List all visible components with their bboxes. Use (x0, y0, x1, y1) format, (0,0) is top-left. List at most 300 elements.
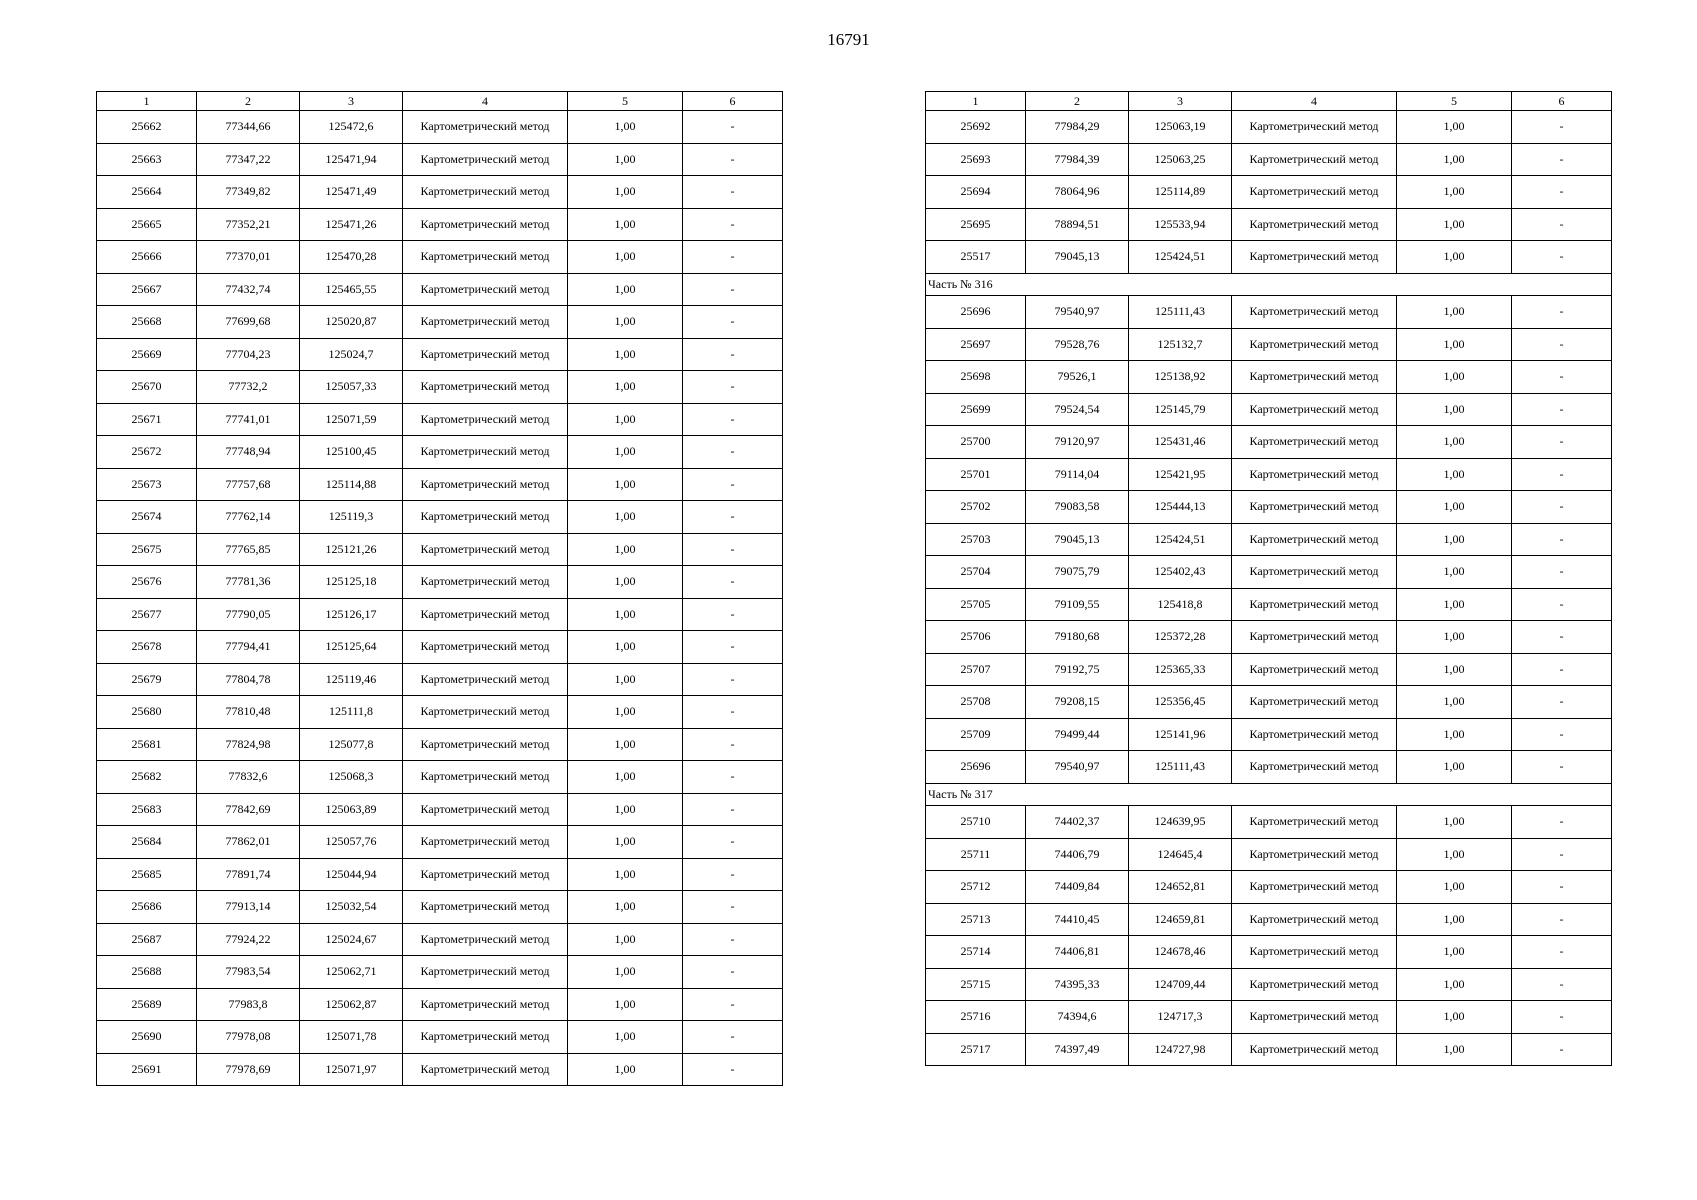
table-cell: 79540,97 (1026, 296, 1129, 329)
table-cell: 77790,05 (197, 598, 300, 631)
table-cell: 125032,54 (300, 891, 403, 924)
table-row (926, 806, 1612, 839)
table-cell: Картометрический метод (1232, 936, 1397, 969)
table-cell: 25691 (97, 1053, 197, 1086)
table-cell: - (1512, 241, 1612, 274)
table-cell: 79045,13 (1026, 241, 1129, 274)
table-cell: 25716 (926, 1001, 1026, 1034)
table-cell: 77704,23 (197, 338, 300, 371)
column-header: 6 (1512, 92, 1612, 111)
table-cell: 125114,88 (300, 468, 403, 501)
table-row (926, 653, 1612, 686)
table-cell: - (1512, 556, 1612, 589)
table-cell: - (1512, 806, 1612, 839)
table-cell: 125024,67 (300, 923, 403, 956)
table-cell: 77748,94 (197, 436, 300, 469)
table-row (926, 936, 1612, 969)
table-cell: - (683, 176, 783, 209)
table-cell: 125071,97 (300, 1053, 403, 1086)
table-row (926, 458, 1612, 491)
table-cell: 74410,45 (1026, 903, 1129, 936)
table-cell: 25688 (97, 956, 197, 989)
table-row (926, 903, 1612, 936)
table-cell: 1,00 (1397, 1033, 1512, 1066)
table-cell: 125125,64 (300, 631, 403, 664)
table-cell: - (683, 631, 783, 664)
table-cell: Картометрический метод (1232, 426, 1397, 459)
table-cell: - (683, 1053, 783, 1086)
table-cell: Картометрический метод (1232, 588, 1397, 621)
table-cell: 77765,85 (197, 533, 300, 566)
table-body (97, 111, 783, 1086)
table-cell: - (1512, 1033, 1612, 1066)
table-cell: - (683, 501, 783, 534)
table-row (97, 891, 783, 924)
table-cell: - (683, 338, 783, 371)
table-cell: 25705 (926, 588, 1026, 621)
table-row (97, 826, 783, 859)
table-row (926, 176, 1612, 209)
table-cell: 77832,6 (197, 761, 300, 794)
table-row (926, 686, 1612, 719)
table-cell: 1,00 (568, 111, 683, 144)
table-cell: 25681 (97, 728, 197, 761)
table-cell: 25680 (97, 696, 197, 729)
table-cell: 1,00 (568, 891, 683, 924)
table-cell: 25672 (97, 436, 197, 469)
table-cell: 79180,68 (1026, 621, 1129, 654)
table-cell: Картометрический метод (1232, 491, 1397, 524)
table-cell: 125068,3 (300, 761, 403, 794)
table-row (926, 426, 1612, 459)
column-header: 4 (1232, 92, 1397, 111)
table-cell: 25701 (926, 458, 1026, 491)
table-cell: - (683, 598, 783, 631)
table-cell: - (1512, 838, 1612, 871)
table-cell: 77699,68 (197, 306, 300, 339)
table-cell: 77732,2 (197, 371, 300, 404)
table-cell: 79526,1 (1026, 361, 1129, 394)
table-cell: 125057,76 (300, 826, 403, 859)
header-row (926, 92, 1612, 111)
table-cell: 1,00 (1397, 361, 1512, 394)
table-cell: 125471,26 (300, 208, 403, 241)
table-cell: 25690 (97, 1021, 197, 1054)
section-header-row (926, 273, 1612, 296)
table-cell: 74394,6 (1026, 1001, 1129, 1034)
table-cell: 125114,89 (1129, 176, 1232, 209)
table-cell: 125071,59 (300, 403, 403, 436)
table-cell: - (1512, 718, 1612, 751)
table-row (926, 871, 1612, 904)
table-cell: 25695 (926, 208, 1026, 241)
table-cell: 25714 (926, 936, 1026, 969)
table-cell: 79075,79 (1026, 556, 1129, 589)
table-cell: Картометрический метод (403, 696, 568, 729)
table-body (926, 111, 1612, 1066)
table-cell: 25682 (97, 761, 197, 794)
table-cell: 25717 (926, 1033, 1026, 1066)
table-cell: 25517 (926, 241, 1026, 274)
table-cell: 1,00 (1397, 208, 1512, 241)
table-cell: - (683, 761, 783, 794)
table-cell: 77978,69 (197, 1053, 300, 1086)
table-cell: 78064,96 (1026, 176, 1129, 209)
table-cell: 25684 (97, 826, 197, 859)
table-row (926, 588, 1612, 621)
table-cell: 125121,26 (300, 533, 403, 566)
table-cell: - (683, 403, 783, 436)
table-cell: 79083,58 (1026, 491, 1129, 524)
table-cell: 25696 (926, 296, 1026, 329)
table-cell: 77824,98 (197, 728, 300, 761)
table-cell: - (1512, 686, 1612, 719)
table-cell: 25712 (926, 871, 1026, 904)
table-cell: 125471,94 (300, 143, 403, 176)
table-cell: 77347,22 (197, 143, 300, 176)
table-cell: Картометрический метод (403, 1053, 568, 1086)
table-cell: 1,00 (568, 826, 683, 859)
table-cell: 124645,4 (1129, 838, 1232, 871)
table-row (97, 111, 783, 144)
table-cell: 125145,79 (1129, 393, 1232, 426)
table-cell: 1,00 (568, 533, 683, 566)
table-row (97, 1053, 783, 1086)
table-cell: 77983,54 (197, 956, 300, 989)
table-cell: 1,00 (1397, 458, 1512, 491)
table-cell: 125057,33 (300, 371, 403, 404)
table-cell: 25685 (97, 858, 197, 891)
section-label: Часть № 316 (926, 273, 1612, 296)
table-cell: 25687 (97, 923, 197, 956)
table-cell: 25665 (97, 208, 197, 241)
table-cell: Картометрический метод (1232, 556, 1397, 589)
table-cell: 25696 (926, 751, 1026, 784)
table-cell: Картометрический метод (403, 338, 568, 371)
table-cell: 77984,29 (1026, 111, 1129, 144)
table-cell: 25710 (926, 806, 1026, 839)
table-cell: 25675 (97, 533, 197, 566)
table-cell: - (1512, 426, 1612, 459)
table-cell: Картометрический метод (403, 793, 568, 826)
table-cell: 25669 (97, 338, 197, 371)
table-cell: 1,00 (568, 436, 683, 469)
table-cell: Картометрический метод (1232, 393, 1397, 426)
table-cell: 125111,43 (1129, 751, 1232, 784)
table-cell: 1,00 (1397, 653, 1512, 686)
table-cell: 1,00 (1397, 838, 1512, 871)
table-cell: Картометрический метод (1232, 1001, 1397, 1034)
table-cell: Картометрический метод (403, 533, 568, 566)
table-cell: 25694 (926, 176, 1026, 209)
table-cell: Картометрический метод (403, 241, 568, 274)
table-cell: - (1512, 328, 1612, 361)
table-cell: 77924,22 (197, 923, 300, 956)
table-cell: 1,00 (568, 306, 683, 339)
table-cell: - (1512, 1001, 1612, 1034)
table-cell: 1,00 (568, 403, 683, 436)
table-cell: 125431,46 (1129, 426, 1232, 459)
table-cell: - (1512, 751, 1612, 784)
table-cell: 25663 (97, 143, 197, 176)
table-cell: 125119,3 (300, 501, 403, 534)
table-cell: Картометрический метод (403, 728, 568, 761)
table-cell: 77891,74 (197, 858, 300, 891)
table-cell: Картометрический метод (1232, 653, 1397, 686)
table-cell: 125138,92 (1129, 361, 1232, 394)
table-cell: - (1512, 296, 1612, 329)
table-cell: Картометрический метод (403, 436, 568, 469)
table-cell: 25664 (97, 176, 197, 209)
table-cell: 1,00 (1397, 523, 1512, 556)
table-cell: - (1512, 111, 1612, 144)
table-cell: 1,00 (1397, 718, 1512, 751)
table-row (97, 176, 783, 209)
table-cell: 1,00 (568, 793, 683, 826)
table-cell: 1,00 (1397, 426, 1512, 459)
table-cell: Картометрический метод (1232, 806, 1397, 839)
column-header: 2 (197, 92, 300, 111)
table-cell: Картометрический метод (1232, 523, 1397, 556)
table-cell: - (683, 793, 783, 826)
table-cell: 1,00 (1397, 686, 1512, 719)
table-cell: 77984,39 (1026, 143, 1129, 176)
table-cell: - (683, 988, 783, 1021)
table-cell: Картометрический метод (403, 826, 568, 859)
table-cell: Картометрический метод (1232, 241, 1397, 274)
table-cell: - (683, 923, 783, 956)
table-cell: 25709 (926, 718, 1026, 751)
table-cell: 124717,3 (1129, 1001, 1232, 1034)
table-cell: Картометрический метод (1232, 143, 1397, 176)
table-row (97, 858, 783, 891)
table-row (926, 208, 1612, 241)
table-cell: Картометрический метод (403, 111, 568, 144)
table-cell: Картометрический метод (403, 631, 568, 664)
table-cell: 1,00 (568, 176, 683, 209)
table-cell: 25698 (926, 361, 1026, 394)
table-cell: 125111,43 (1129, 296, 1232, 329)
table-cell: 124727,98 (1129, 1033, 1232, 1066)
table-cell: 124709,44 (1129, 968, 1232, 1001)
table-cell: - (683, 436, 783, 469)
table-cell: - (1512, 491, 1612, 524)
table-row (97, 533, 783, 566)
table-cell: 25683 (97, 793, 197, 826)
table-cell: 77344,66 (197, 111, 300, 144)
table-cell: 25666 (97, 241, 197, 274)
table-cell: Картометрический метод (1232, 968, 1397, 1001)
table-row (926, 968, 1612, 1001)
table-cell: 124678,46 (1129, 936, 1232, 969)
table-row (926, 361, 1612, 394)
table-cell: Картометрический метод (1232, 871, 1397, 904)
table-cell: 125024,7 (300, 338, 403, 371)
table-cell: - (1512, 176, 1612, 209)
table-row (97, 761, 783, 794)
table-cell: 1,00 (568, 598, 683, 631)
table-cell: 77741,01 (197, 403, 300, 436)
table-cell: 25673 (97, 468, 197, 501)
table-cell: - (1512, 588, 1612, 621)
table-cell: Картометрический метод (403, 761, 568, 794)
table-cell: 1,00 (568, 761, 683, 794)
table-cell: - (1512, 653, 1612, 686)
table-cell: 1,00 (1397, 1001, 1512, 1034)
table-row (926, 751, 1612, 784)
table-cell: 125119,46 (300, 663, 403, 696)
table-cell: 77349,82 (197, 176, 300, 209)
table-cell: 25711 (926, 838, 1026, 871)
table-cell: Картометрический метод (1232, 111, 1397, 144)
table-cell: Картометрический метод (1232, 328, 1397, 361)
table-cell: 79192,75 (1026, 653, 1129, 686)
section-header-row (926, 783, 1612, 806)
table-cell: 77913,14 (197, 891, 300, 924)
table-cell: 125372,28 (1129, 621, 1232, 654)
table-row (926, 621, 1612, 654)
table-cell: - (683, 241, 783, 274)
table-cell: 1,00 (568, 631, 683, 664)
table-cell: 1,00 (568, 143, 683, 176)
table-cell: 125077,8 (300, 728, 403, 761)
table-cell: 25692 (926, 111, 1026, 144)
table-cell: Картометрический метод (403, 566, 568, 599)
table-cell: 77842,69 (197, 793, 300, 826)
table-cell: 1,00 (568, 956, 683, 989)
table-row (926, 491, 1612, 524)
table-cell: 79499,44 (1026, 718, 1129, 751)
table-cell: - (1512, 621, 1612, 654)
table-row (97, 988, 783, 1021)
table-cell: - (683, 891, 783, 924)
table-cell: Картометрический метод (403, 956, 568, 989)
table-row (926, 718, 1612, 751)
table-cell: - (683, 306, 783, 339)
table-cell: Картометрический метод (403, 176, 568, 209)
table-cell: 25670 (97, 371, 197, 404)
table-cell: Картометрический метод (403, 988, 568, 1021)
table-row (97, 403, 783, 436)
table-cell: 125071,78 (300, 1021, 403, 1054)
column-header: 6 (683, 92, 783, 111)
table-cell: 1,00 (568, 208, 683, 241)
table-row (97, 241, 783, 274)
table-cell: - (683, 826, 783, 859)
table-cell: 74409,84 (1026, 871, 1129, 904)
table-row (97, 436, 783, 469)
table-cell: - (1512, 143, 1612, 176)
table-cell: 1,00 (1397, 176, 1512, 209)
table-row (97, 793, 783, 826)
table-cell: - (683, 956, 783, 989)
table-cell: Картометрический метод (403, 891, 568, 924)
table-cell: 1,00 (568, 501, 683, 534)
table-row (97, 143, 783, 176)
table-cell: - (683, 143, 783, 176)
table-cell: 1,00 (1397, 143, 1512, 176)
table-cell: Картометрический метод (1232, 458, 1397, 491)
table-cell: 125421,95 (1129, 458, 1232, 491)
table-row (97, 1021, 783, 1054)
table-cell: Картометрический метод (403, 858, 568, 891)
table-cell: Картометрический метод (1232, 208, 1397, 241)
table-cell: 125141,96 (1129, 718, 1232, 751)
table-cell: 1,00 (1397, 968, 1512, 1001)
table-cell: - (683, 696, 783, 729)
table-cell: 1,00 (568, 988, 683, 1021)
table-cell: - (1512, 393, 1612, 426)
table-cell: - (1512, 968, 1612, 1001)
table-row (97, 371, 783, 404)
table-row (926, 1001, 1612, 1034)
table-cell: 125472,6 (300, 111, 403, 144)
table-cell: 1,00 (568, 696, 683, 729)
table-cell: 25700 (926, 426, 1026, 459)
table-cell: 1,00 (568, 468, 683, 501)
table-cell: 1,00 (568, 858, 683, 891)
table-row (926, 296, 1612, 329)
table-cell: - (1512, 871, 1612, 904)
table-row (97, 273, 783, 306)
table-cell: 125533,94 (1129, 208, 1232, 241)
table-row (926, 328, 1612, 361)
table-cell: Картометрический метод (1232, 718, 1397, 751)
table-cell: - (1512, 458, 1612, 491)
table-cell: Картометрический метод (1232, 621, 1397, 654)
table-cell: Картометрический метод (403, 1021, 568, 1054)
table-row (97, 696, 783, 729)
table-cell: Картометрический метод (403, 306, 568, 339)
table-cell: 74395,33 (1026, 968, 1129, 1001)
table-cell: 79528,76 (1026, 328, 1129, 361)
table-cell: 125126,17 (300, 598, 403, 631)
table-cell: 125132,7 (1129, 328, 1232, 361)
column-header: 2 (1026, 92, 1129, 111)
table-cell: 25689 (97, 988, 197, 1021)
table-row (97, 566, 783, 599)
table-cell: 25677 (97, 598, 197, 631)
table-cell: 79540,97 (1026, 751, 1129, 784)
table-cell: 77352,21 (197, 208, 300, 241)
header-row (97, 92, 783, 111)
table-cell: Картометрический метод (403, 468, 568, 501)
table-cell: 125402,43 (1129, 556, 1232, 589)
table-cell: 1,00 (1397, 556, 1512, 589)
table-cell: - (1512, 936, 1612, 969)
column-header: 5 (568, 92, 683, 111)
table-cell: 25702 (926, 491, 1026, 524)
table-cell: 77781,36 (197, 566, 300, 599)
table-cell: Картометрический метод (403, 371, 568, 404)
table-cell: Картометрический метод (1232, 838, 1397, 871)
table-cell: 25697 (926, 328, 1026, 361)
table-cell: 1,00 (1397, 328, 1512, 361)
table-cell: 1,00 (1397, 936, 1512, 969)
table-cell: 125063,25 (1129, 143, 1232, 176)
table-row (97, 631, 783, 664)
table-row (926, 111, 1612, 144)
table-cell: 1,00 (568, 728, 683, 761)
table-cell: 25674 (97, 501, 197, 534)
table-cell: 125062,87 (300, 988, 403, 1021)
table-cell: 1,00 (1397, 806, 1512, 839)
table-cell: 25706 (926, 621, 1026, 654)
table-cell: Картометрический метод (403, 208, 568, 241)
table-row (926, 143, 1612, 176)
table-cell: Картометрический метод (403, 923, 568, 956)
table-cell: 1,00 (1397, 588, 1512, 621)
